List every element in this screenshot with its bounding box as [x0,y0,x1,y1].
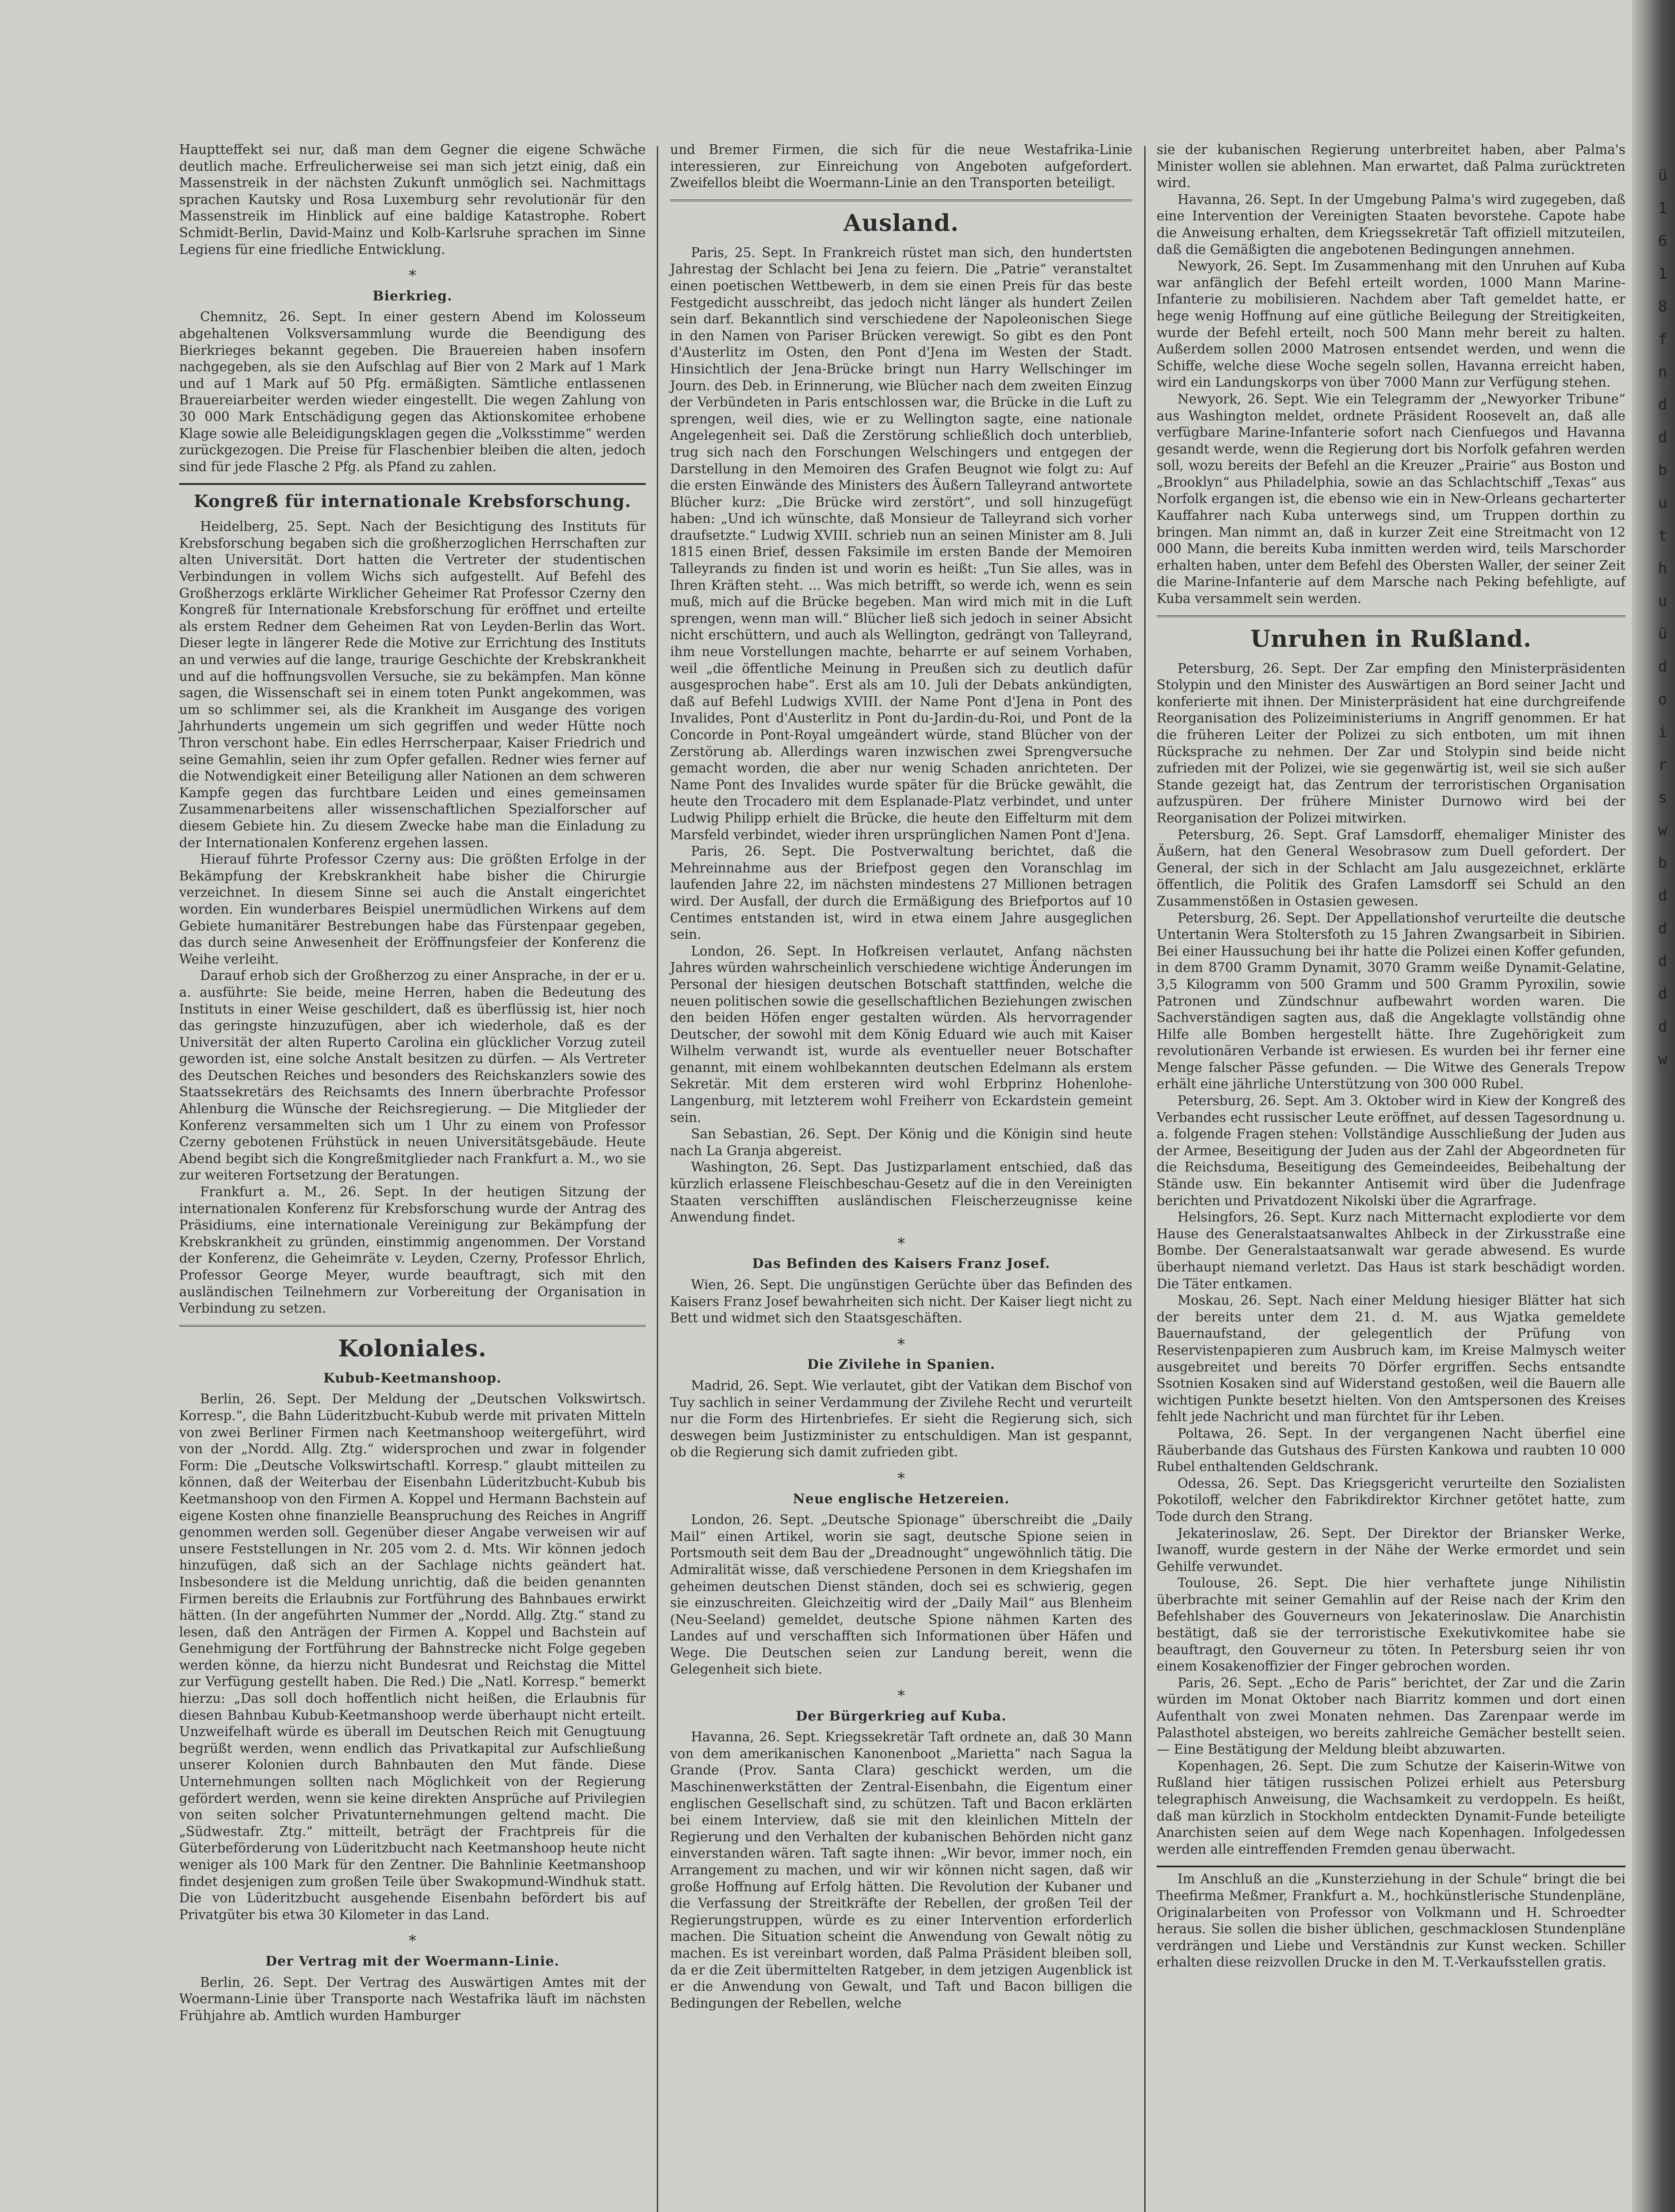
article-heading: Neue englische Hetzereien. [793,1491,1010,1507]
article-text: Newyork, 26. Sept. Im Zusammenhang mit den Unruhen auf Kuba war anfänglich der Befehl erteilt worden, 1000 Mann Marine-Infanterie zu mobilisieren. Nachdem aber Taft gemeldet hatte, er hege wenig Hoffnung auf eine gütliche Beilegung der Streitigkeiten, wurde der Befehl erteilt, noch 500 Mann mehr bereit zu halten. Außerdem sollen 2000 Matrosen entsendet werden, und wenn die Schiffe, welche diese Woche segeln sollen, Havanna erreicht haben, wird ein Landungskorps von über 7000 Mann zur Verfügung stehen. [1157,258,1625,390]
separator-star: * [897,1687,905,1705]
article-text: Toulouse, 26. Sept. Die hier verhaftete junge Nihilistin überbrachte mit seiner Gemahlin auf der Reise nach der Krim den Befehlshaber des Gouverneurs von Jekaterinoslaw. Die Anarchistin bestätigt, daß sie der terroristische Exekutivkomitee habe sie beauftragt, den Gouverneur zu töten. In Petersburg seien ihr von einem Kosakenoffizier der Finger gebrochen worden. [1157,1575,1625,1674]
section-heading: Koloniales. [338,1335,487,1362]
section-heading: Unruhen in Rußland. [1250,625,1532,653]
article-heading: Der Vertrag mit der Woermann-Linie. [265,1953,560,1969]
section-rule [179,1325,646,1329]
article-heading: Der Bürgerkrieg auf Kuba. [796,1708,1007,1724]
column-divider [657,146,658,2212]
article-text: London, 26. Sept. „Deutsche Spionage“ überschreibt die „Daily Mail“ einen Artikel, worin sie sagt, deutsche Spione seien in Portsmouth seit dem Bau der „Dreadnought“ ungewöhnlich tätig. Die Admiralität wisse, daß verschiedene Personen in dem Kriegshafen im geheimen deutschen Dienst ständen, doch sei es schwierig, gegen sie einzuschreiten. Gleichzeitig wird der „Daily Mail“ aus Blenheim (Neu-Seeland) gemeldet, deutsche Spione nähmen Karten des Landes auf und verschafften sich Informationen über Häfen und Wege. Die Deutschen seien zur Landung bereit, wenn die Gelegenheit sich biete. [670,1512,1132,1677]
section-rule [179,483,646,485]
separator-star: * [409,1932,416,1950]
article-text: Newyork, 26. Sept. Wie ein Telegramm der „Newyorker Tribune“ aus Washington meldet, ordnete Präsident Roosevelt an, daß alle verfügbare Marine-Infanterie sofort nach Cienfuegos und Havanna gesandt werde, wenn die Regierung dort bis Norfolk gefahren werden soll, wozu bereits der Befehl an die Kreuzer „Prairie“ aus Boston und „Brooklyn“ aus Philadelphia, sowie an das Schlachtschiff „Texas“ aus Norfolk ergangen ist, die ebenso wie ein in New-Orleans gecharterter Kauffahrer nach Kuba unterwegs sind, um Truppen dorthin zu bringen. Man nimmt an, daß in kurzer Zeit eine Streitmacht von 12 000 Mann, die bereits Kuba inmitten werden wird, teils Marschorder erhalten haben, unter dem Befehl des Obersten Waller, der seiner Zeit die Marine-Infanterie auf dem Marsche nach Peking befehligte, auf Kuba versammelt sein werden. [1157,391,1625,607]
article-heading: Die Zivilehe in Spanien. [807,1357,996,1373]
article-text: Havanna, 26. Sept. Kriegssekretär Taft ordnete an, daß 30 Mann von dem amerikanischen Kanonenboot „Marietta“ nach Sagua la Grande (Prov. Santa Clara) geschickt werden, um die Maschinenwerkstätten der Zentral-Eisenbahn, die Eigentum einer englischen Gesellschaft sind, zu schützen. Taft und Bacon erklärten bei einem Interview, daß sie mit den kleinlichen Mitteln der Regierung und den Verhalten der kubanischen Behörden nicht ganz einverstanden wären. Taft sagte ihnen: „Wir bevor, immer noch, ein Arrangement zu machen, und wir wir können nicht sagen, daß wir große Hoffnung auf Erfolg hätten. Die Revolution der Kubaner und die Verfassung der Streitkräfte der Rebellen, der großen Teil der Regierungstruppen, würde es zu einer Intervention erforderlich machen. Die Situation scheint die Anwendung von Gewalt nötig zu machen. Es ist vereinbart worden, daß Palma Präsident bleiben soll, da er die Zeit übermittelten Ratgeber, in dem jetzigen Augenblick ist er die Anwendung von Gewalt, und Taft und Bacon billigen die Bedingungen der Rebellen, welche [670,1729,1132,2011]
article-text: Chemnitz, 26. Sept. In einer gestern Abend im Kolosseum abgehaltenen Volksversammlung wurde die Beendigung des Bierkrieges bekannt gegeben. Die Brauereien haben insofern nachgegeben, als sie den Aufschlag auf Bier von 2 Mark auf 1 Mark und auf 1 Mark auf 50 Pfg. ermäßigten. Sämtliche entlassenen Brauereiarbeiter werden wieder eingestellt. Die wegen Zahlung von 30 000 Mark Entschädigung gegen das Aktionskomitee erhobene Klage sowie alle Beleidigungsklagen gegen die „Volksstimme“ werden zurückgezogen. Die Preise für Flaschenbier bleiben die alten, jedoch sind für jede Flasche 2 Pfg. als Pfand zu zahlen. [179,309,646,474]
article-text: London, 26. Sept. In Hofkreisen verlautet, Anfang nächsten Jahres würden wahrscheinlich verschiedene wichtige Änderungen im Personal der hiesigen deutschen Botschaft stattfinden, welche die neuen politischen sowie die gesellschaftlichen Beziehungen zwischen den beiden Höfen enger gestalten würden. Als hervorragender Deutscher, der sowohl mit dem König Eduard wie auch mit Kaiser Wilhelm verwandt ist, wurde als eventueller neuer Botschafter genannt, mit einem wohlbekannten deutschen Edelmann als erstem Sekretär. Mit dem ersteren wird wohl Erbprinz Hohenlohe-Langenburg, mit letzterem wohl Freiherr von Eckardstein gemeint sein. [670,943,1132,1125]
article-text: Hierauf führte Professor Czerny aus: Die größten Erfolge in der Bekämpfung der Krebskrankheit habe bisher die Chirurgie verzeichnet. In diesem Sinne sei auch die Anstalt eingerichtet worden. Ein wunderbares Beispiel unermüdlichen Wirkens auf dem Gebiete humanitärer Bestrebungen habe das Fürstenpaar gegeben, das durch seine Anwesenheit der Eröffnungsfeier der Konferenz die Weihe verleiht. [179,852,646,967]
article-text: sie der kubanischen Regierung unterbreitet haben, aber Palma's Minister wollen sie ablehnen. Man erwartet, daß Palma zurücktreten wird. [1157,142,1625,191]
separator-star: * [897,1335,905,1353]
section-heading: Kongreß für internationale Krebsforschung. [194,491,631,511]
article-heading: Das Befinden des Kaisers Franz Josef. [752,1256,1050,1272]
article-text: Heidelberg, 25. Sept. Nach der Besichtigung des Instituts für Krebsforschung begaben sich die großherzoglichen Herrschaften zur alten Universität. Dort hatten die Vertreter der studentischen Verbindungen in vollem Wichs sich aufgestellt. Auf Befehl des Großherzogs erklärte Wirklicher Geheimer Rat Professor Czerny den Kongreß für Internationale Krebsforschung für eröffnet und erteilte als erstem Redner dem Geheimen Rat von Leyden-Berlin das Wort. Dieser legte in längerer Rede die Motive zur Errichtung des Instituts an und verwies auf die lange, traurige Geschichte der Krebskrankheit und auf die hoffnungsvollen Versuche, sie zu bekämpfen. Man könne sagen, die Wissenschaft sei in einem toten Punkt angekommen, was um so schlimmer sei, als die Krankheit im Ausgange des vorigen Jahrhunderts ungemein um sich gegriffen und weder Hütte noch Thron verschont habe. Ein edles Herrscherpaar, Kaiser Friedrich und seine Gemahlin, seien ihr zum Opfer gefallen. Redner wies ferner auf die Notwendigkeit einer Beteiligung aller Nationen an dem schweren Kampfe gegen das furchtbare Leiden und eines gemeinsamen Zusammenarbeitens aller wissenschaftlichen Spezialforscher auf diesem Gebiete hin. Zu diesem Zwecke habe man die Einladung zu der Internationalen Konferenz ergehen lassen. [179,519,646,850]
article-text: Hauptteffekt sei nur, daß man dem Gegner die eigene Schwäche deutlich mache. Erfreulicherweise sei man sich jetzt einig, daß ein Massenstreik in der nächsten Zukunft unmöglich sei. Nachmittags sprachen Kautsky und Rosa Luxemburg sehr revolutionär für den Massenstreik im Hinblick auf eine baldige Katastrophe. Robert Schmidt-Berlin, David-Mainz und Kolb-Karlsruhe sprachen im Sinne Legiens für eine friedliche Entwicklung. [179,142,646,257]
column-1 [179,142,646,2024]
column-3 [1157,142,1625,1971]
article-text: Paris, 26. Sept. „Echo de Paris“ berichtet, der Zar und die Zarin würden im Monat Oktober nach Biarritz kommen und dort einen Aufenthalt von zwei Monaten nehmen. Das Zarenpaar werde im Palasthotel absteigen, wo bereits zahlreiche Gemächer bestellt seien. — Eine Bestätigung der Meldung bleibt abzuwarten. [1157,1675,1625,1757]
article-subheading: Kubub-Keetmanshoop. [323,1370,502,1386]
column-divider [1144,146,1146,2212]
article-text: Wien, 26. Sept. Die ungünstigen Gerüchte über das Befinden des Kaisers Franz Josef bewahrheiten sich nicht. Der Kaiser liegt nicht zu Bett und widmet sich den Staatsgeschäften. [670,1277,1132,1326]
article-text: Berlin, 26. Sept. Der Vertrag des Auswärtigen Amtes mit der Woermann-Linie über Transporte nach Westafrika läuft im nächsten Frühjahre ab. Amtlich wurden Hamburger [179,1974,646,2023]
article-text: Petersburg, 26. Sept. Graf Lamsdorff, ehemaliger Minister des Äußern, hat den General Wesobrasow zum Duell gefordert. Der General, der sich in der Schlacht am Jalu ausgezeichnet, erklärte öffentlich, die Politik des Grafen Lamsdorff sei Schuld an den Zusammenstößen in Ostasien gewesen. [1157,827,1625,909]
article-text: Havanna, 26. Sept. In der Umgebung Palma's wird zugegeben, daß eine Intervention der Vereinigten Staaten bevorstehe. Capote habe die Anweisung erhalten, dem Kriegssekretär Taft offiziell mitzuteilen, daß die Gemäßigten die angebotenen Bedingungen annehmen. [1157,192,1625,257]
article-text: Odessa, 26. Sept. Das Kriegsgericht verurteilte den Sozialisten Pokotiloff, welcher den Fabrikdirektor Kirchner getötet hatte, zum Tode durch den Strang. [1157,1475,1625,1524]
adjacent-page-edge-text: ü 1 6 1 8 f n d d b u t h u ü d o i r s w b d d d d d w [1658,167,1667,1068]
section-rule [1157,615,1625,620]
section-heading: Ausland. [843,209,959,237]
article-text: und Bremer Firmen, die sich für die neue Westafrika-Linie interessieren, zur Einreichung von Angeboten aufgefordert. Zweifellos bleibt die Woermann-Linie an den Transporten beteiligt. [670,142,1132,191]
article-text: Madrid, 26. Sept. Wie verlautet, gibt der Vatikan dem Bischof von Tuy sachlich in seiner Verdammung der Zivilehe Recht und verurteilt nur die Form des Hirtenbriefes. Er sieht die Regierung sich, sich deswegen beim Justizminister zu entschuldigen. Man ist gespannt, ob die Regierung sich damit zufrieden gibt. [670,1378,1132,1460]
article-heading: Bierkrieg. [372,288,452,304]
article-text: Berlin, 26. Sept. Der Meldung der „Deutschen Volkswirtsch. Korresp.“, die Bahn Lüderitzbucht-Kubub werde mit privaten Mitteln von zwei Berliner Firmen nach Keetmanshoop weitergeführt, wird von der „Nordd. Allg. Ztg.“ widersprochen und zwar in folgender Form: Die „Deutsche Volkswirtschaftl. Korresp.“ glaubt mitteilen zu können, daß der Weiterbau der Eisenbahn Lüderitzbucht-Kubub bis Keetmanshoop von den Firmen A. Koppel und Hermann Bachstein auf eigene Kosten ohne finanzielle Beanspruchung des Reiches in Angriff genommen werden soll. Gegenüber dieser Angabe verweisen wir auf unsere Feststellungen in Nr. 205 vom 2. d. Mts. Wir können jedoch hinzufügen, daß sich an der Sachlage nichts geändert hat. Insbesondere ist die Meldung unrichtig, daß die beiden genannten Firmen bereits die Erlaubnis zur Fortführung des Bahnbaues erwirkt hätten. (In der angeführten Nummer der „Nordd. Allg. Ztg.“ stand zu lesen, daß den Anträgen der Firmen A. Koppel und Bachstein auf Genehmigung der Fortführung der Bahnstrecke nicht Folge gegeben werden könne, da hierzu nicht Bundesrat und Reichstag die Mittel zur Verfügung gestellt haben. Die Red.) Die „Natl. Korresp.“ bemerkt hierzu: „Das soll doch hoffentlich nicht heißen, die Erlaubnis für diesen Bahnbau Kubub-Keetmanshoop werde überhaupt nicht erteilt. Unzweifelhaft würde es überall im Deutschen Reich mit Genugtuung begrüßt werden, wenn endlich das Privatkapital zur Aufschließung unserer Kolonien durch Bahnbauten den Mut fände. Diese Unternehmungen sollten nach Möglichkeit von der Regierung gefördert werden, wenn sie keine direkten Ansprüche auf Privilegien von seiten solcher Privatunternehmungen geltend macht. Die „Südwestafr. Ztg.“ mitteilt, beträgt der Frachtpreis für die Güterbeförderung von Lüderitzbucht nach Keetmanshoop heute nicht weniger als 100 Mark für den Zentner. Die Bahnlinie Keetmanshoop findet desjenigen zum großen Teile über Swakopmund-Windhuk statt. Die von Lüderitzbucht ausgehende Eisenbahn befördert bis auf Privatgüter bis etwa 30 Kilometer in das Land. [179,1391,646,1922]
article-text: Paris, 25. Sept. In Frankreich rüstet man sich, den hundertsten Jahrestag der Schlacht bei Jena zu feiern. Die „Patrie“ veranstaltet einen poetischen Wettbewerb, in dem sie einen Preis für das beste Festgedicht ausschreibt, das jedoch nicht länger als hundert Zeilen sein darf. Bekanntlich sind verschiedene der Napoleonischen Siege in den Namen von Pariser Brücken verewigt. So gibt es den Pont d'Austerlitz im Osten, den Pont d'Jena im Westen der Stadt. Hinsichtlich der Jena-Brücke bringt nun Harry Wellschinger im Journ. des Deb. in Erinnerung, wie Blücher nach dem zweiten Einzug der Verbündeten in Paris entschlossen war, die Brücke in die Luft zu sprengen, weil dies, wie er zu Wellington sagte, eine nationale Angelegenheit sei. Daß die Zerstörung schließlich doch unterblieb, trug sich nach den Forschungen Welschingers und entgegen der Darstellung in den Memoiren des Grafen Beugnot wie folgt zu: Auf die ersten Einwände des Ministers des Äußern Talleyrand antwortete Blücher kurz: „Die Brücke wird zerstört“, und soll hinzugefügt haben: „Und ich wünschte, daß Monsieur de Talleyrand sich vorher draufsetzte.“ Ludwig XVIII. schrieb nun an seinen Minister am 8. Juli 1815 einen Brief, dessen Faksimile im ersten Bande der Memoiren Talleyrands zu finden ist und worin es heißt: „Tun Sie alles, was in Ihren Kräften steht. ... Was mich betrifft, so werde ich, wenn es sein muß, mich auf die Brücke begeben. Man wird mich mit in die Luft sprengen, wenn man will.“ Blücher ließ sich jedoch in seiner Absicht nicht erschüttern, und auch als Wellington, gedrängt von Talleyrand, ihm neue Vorstellungen machte, beharrte er auf seinem Vorhaben, weil „die öffentliche Meinung in Preußen sich zu deutlich dafür ausgesprochen habe“. Erst als am 10. Juli der Debats ankündigten, daß auf Befehl Ludwigs XVIII. der Name Pont d'Jena in Pont des Invalides, Pont d'Austerlitz in Pont du-Jardin-du-Roi, und Pont de la Concorde in Pont-Royal umgeändert würde, stand Blücher von der Zerstörung ab. Allerdings waren inzwischen zwei Sprengversuche gemacht worden, die aber nur wenig Schaden anrichteten. Der Name Pont des Invalides wurde später für die Brücke gewählt, die heute den Trocadero mit dem Esplanade-Platz verbindet, und unter Ludwig Philipp erhielt die Brücke, die heute den Eiffelturm mit dem Marsfeld verbindet, wieder ihren ursprünglichen Namen Pont d'Jena. [670,245,1132,842]
article-text: Petersburg, 26. Sept. Am 3. Oktober wird in Kiew der Kongreß des Verbandes echt russischer Leute eröffnet, auf dessen Tagesordnung u. a. folgende Fragen stehen: Vollständige Ausschließung der Juden aus der Armee, Beseitigung der Juden aus der Zahl der Abgeordneten für die Reichsduma, Beseitigung des Gemeindeeides, Beibehaltung der Stände usw. Ein bekannter Antisemit wird über die Judenfrage berichten und Privatdozent Nikolski über die Agrarfrage. [1157,1093,1625,1208]
section-rule [1157,1866,1625,1867]
article-text: Helsingfors, 26. Sept. Kurz nach Mitternacht explodierte vor dem Hause des Generalstaatsanwaltes Ahlbeck in der Zirkusstraße eine Bombe. Der Generalstaatsanwalt war gerade abwesend. Es wurde überhaupt niemand verletzt. Das Haus ist stark beschädigt worden. Die Täter entkamen. [1157,1210,1625,1291]
article-text: Petersburg, 26. Sept. Der Appellationshof verurteilte die deutsche Untertanin Wera Stoltersfoth zu 15 Jahren Zwangsarbeit in Sibirien. Bei einer Haussuchung bei ihr hatte die Polizei einen Koffer gefunden, in dem 8700 Gramm Dynamit, 3070 Gramm weiße Dynamit-Gelatine, 3,5 Kilogramm von 500 Gramm und 500 Gramm Pyroxilin, sowie Patronen und Zündschnur aufbewahrt worden waren. Die Sachverständigen sagten aus, daß die Angeklagte vollständig ohne Hilfe alle Bomben hergestellt hätte. Ihre Zugehörigkeit zum revolutionären Verbande ist erwiesen. Es wurden bei ihr ferner eine Menge falscher Pässe gefunden. — Die Witwe des Generals Trepow erhält eine jährliche Unterstützung von 300 000 Rubel. [1157,910,1625,1092]
article-text: Washington, 26. Sept. Das Justizparlament entschied, daß das kürzlich erlassene Fleischbeschau-Gesetz auf die in den Vereinigten Staaten verschifften ausländischen Fleischerzeugnisse keine Anwendung findet. [670,1160,1132,1225]
article-text: Paris, 26. Sept. Die Postverwaltung berichtet, daß die Mehreinnahme aus der Briefpost gegen den Voranschlag im laufenden Jahre 22, im nächsten mindestens 27 Millionen betragen wird. Der Ausfall, der durch die Ermäßigung des Briefportos auf 10 Centimes entstanden ist, wird in etwa einem Jahre ausgeglichen sein. [670,844,1132,942]
notice-text: Im Anschluß an die „Kunsterziehung in der Schule“ bringt die bei Theefirma Meßmer, Frankfurt a. M., hochkünstlerische Stundenpläne, Originalarbeiten von Professor von Volkmann und H. Schroedter heraus. Sie sollen die bisher üblichen, geschmacklosen Stundenpläne verdrängen und Liebe und Verständnis zur Kunst wecken. Schiller erhalten diese reizvollen Drucke in den M. T.-Verkaufsstellen gratis. [1157,1871,1625,1970]
article-text: Jekaterinoslaw, 26. Sept. Der Direktor der Briansker Werke, Iwanoff, wurde gestern in der Nähe der Werke ermordet und sein Gehilfe verwundet. [1157,1525,1625,1574]
section-rule [670,200,1132,204]
separator-star: * [897,1469,905,1487]
article-text: San Sebastian, 26. Sept. Der König und die Königin sind heute nach La Granja abgereist. [670,1126,1132,1158]
article-text: Darauf erhob sich der Großherzog zu einer Ansprache, in der er u. a. ausführte: Sie beide, meine Herren, haben die Bedeutung des Instituts in einer Weise geschildert, daß es überflüssig ist, hier noch das geringste hinzuzufügen, aber ich wiederhole, daß es der Universität der alten Ruperto Carolina ein glücklicher Vorzug zuteil geworden ist, eine solche Anstalt besitzen zu dürfen. — Als Vertreter des Deutschen Reiches und besonders des Reichskanzlers sowie des Staatssekretärs des Reichsamts des Innern überbrachte Professor Ahlenburg die Wünsche der Reichsregierung. — Die Mitglieder der Konferenz versammelten sich um 1 Uhr zu einem von Professor Czerny gebotenen Frühstück in neuen Universitätsgebäude. Heute Abend begibt sich die Kongreßmitglieder nach Frankfurt a. M., wo sie zur weiteren Fortsetzung der Beratungen. [179,968,646,1183]
article-text: Petersburg, 26. Sept. Der Zar empfing den Ministerpräsidenten Stolypin und den Minister des Auswärtigen an Bord seiner Jacht und konferierte mit ihnen. Der Ministerpräsident hat eine durchgreifende Reorganisation des Polizeiministeriums in Angriff genommen. Er hat die früheren Leiter der Polizei zu sich entboten, um mit ihnen Rücksprache zu nehmen. Der Zar und Stolypin sind beide nicht zufrieden mit der Polizei, wie sie gegenwärtig ist, weil sie sich außer Stande gezeigt hat, das Zentrum der terroristischen Organisation aufzuspüren. Der frühere Minister Durnowo wird bei der Reorganisation der Polizei mitwirken. [1157,661,1625,826]
article-text: Frankfurt a. M., 26. Sept. In der heutigen Sitzung der internationalen Konferenz für Krebsforschung wurde der Antrag des Präsidiums, eine internationale Vereinigung zur Bekämpfung der Krebskrankheit zu gründen, einstimmig angenommen. Der Vorstand der Konferenz, die Geheimräte v. Leyden, Czerny, Professor Ehrlich, Professor George Meyer, wurde beauftragt, sich mit den ausländischen Teilnehmern zur Vorbereitung der Organisation in Verbindung zu setzen. [179,1184,646,1316]
article-text: Kopenhagen, 26. Sept. Die zum Schutze der Kaiserin-Witwe von Rußland hier tätigen russischen Polizei erhielt aus Petersburg telegraphisch Anweisung, die Wachsamkeit zu verdoppeln. Es heißt, daß man kürzlich in Stockholm entdeckten Dynamit-Funde beteiligte Anarchisten seien auf dem Wege nach Kopenhagen. Infolgedessen werden alle eintreffenden Fremden genau überwacht. [1157,1758,1625,1857]
separator-star: * [409,267,416,285]
article-text: Moskau, 26. Sept. Nach einer Meldung hiesiger Blätter hat sich der bereits unter dem 21. d. M. aus Wjatka gemeldete Bauernaufstand, der gelegentlich der Prüfung von Reservistenpapieren zum Ausbruch kam, im Kreise Malmysch weiter ausgebreitet und bereits 70 Dörfer ergriffen. Sechs entsandte Ssotnien Kosaken sind auf Widerstand gestoßen, weil die Bauern alle wichtigen Punkte besetzt hielten. Von den Amtspersonen des Kreises fehlt jede Nachricht und man fürchtet für ihr Leben. [1157,1293,1625,1425]
column-2 [670,142,1132,2012]
article-text: Poltawa, 26. Sept. In der vergangenen Nacht überfiel eine Räuberbande das Gutshaus des Fürsten Kankowa und raubten 10 000 Rubel enthaltenden Geldschrank. [1157,1425,1625,1475]
separator-star: * [897,1234,905,1252]
